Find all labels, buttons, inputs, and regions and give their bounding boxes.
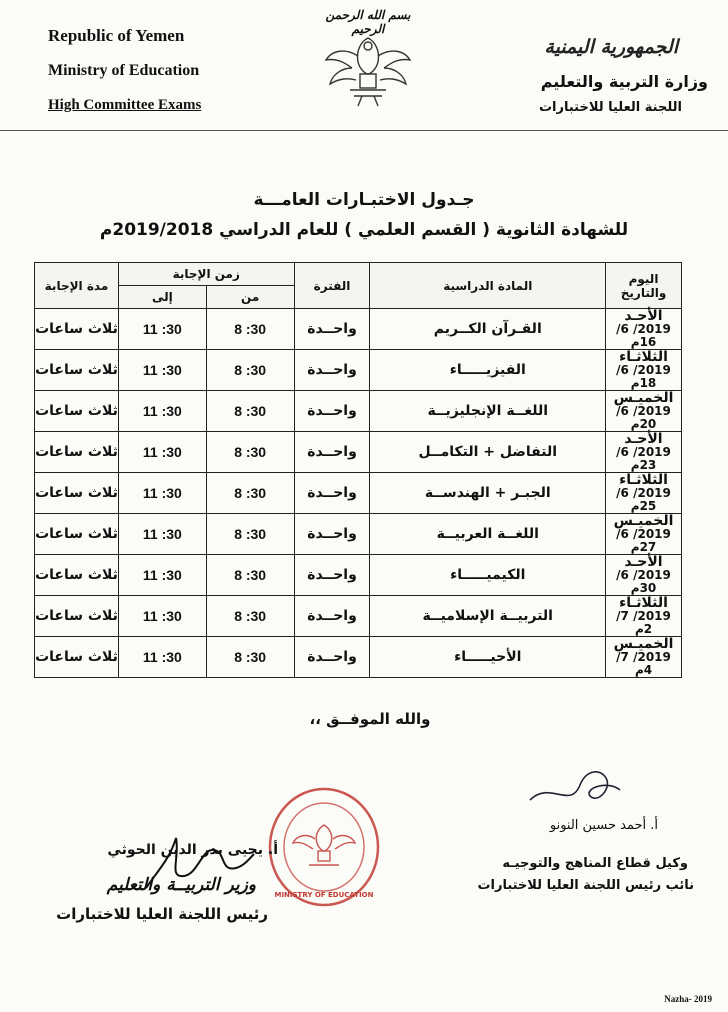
cell-duration: ثلاث ساعات [35,514,119,555]
cell-subject: القـرآن الكــريم [370,309,606,350]
cell-duration: ثلاث ساعات [35,637,119,678]
yemen-emblem-icon [322,26,414,110]
cell-time-from: 8 :30 [206,514,294,555]
signature-left-title1: وزير التربيــة والتعليم [106,875,256,895]
table-row [35,432,682,473]
cell-date: 2019/ 6/ 18م [616,362,671,390]
table-row [35,596,682,637]
cell-subject: الفيزيـــــاء [370,350,606,391]
cell-date: 2019/ 7/ 2م [616,608,671,636]
cell-subject: الجبـر + الهندســة [370,473,606,514]
header-period: الفترة [294,263,370,309]
header-to: إلى [118,286,206,309]
cell-date: 2019/ 6/ 27م [616,526,671,554]
schedule-title: جـدول الاختبـارات العامـــة [253,190,475,210]
table-row [35,555,682,596]
header-ar-committee: اللجنة العليا للاختبارات [538,100,682,115]
header-divider [0,130,728,131]
cell-time-from: 8 :30 [206,596,294,637]
cell-period: واحــدة [294,555,370,596]
cell-date: 2019/ 6/ 30م [616,567,671,595]
cell-date: 2019/ 6/ 16م [616,321,671,349]
cell-time-from: 8 :30 [206,555,294,596]
table-row [35,391,682,432]
cell-day-date [606,596,682,637]
cell-day: الأحـد [624,307,663,324]
cell-time-from: 8 :30 [206,309,294,350]
cell-time-to: 11 :30 [118,596,206,637]
header-ar-ministry: وزارة التربية والتعليم [540,72,708,91]
cell-duration: ثلاث ساعات [35,555,119,596]
cell-day: الأحـد [624,553,663,570]
cell-day: الخميـس [613,389,674,406]
cell-time-from: 8 :30 [206,637,294,678]
cell-duration: ثلاث ساعات [35,391,119,432]
cell-period: واحــدة [294,637,370,678]
cell-subject: الأحيـــــاء [370,637,606,678]
cell-subject: الكيميـــــاء [370,555,606,596]
cell-time-to: 11 :30 [118,555,206,596]
signature-right-title2: نائب رئيس اللجنة العليا للاختبارات [477,878,694,893]
signature-left-title2: رئيس اللجنة العليا للاختبارات [56,905,268,923]
cell-day-date [606,309,682,350]
ministry-stamp-icon [265,785,383,910]
table-row [35,637,682,678]
cell-duration: ثلاث ساعات [35,350,119,391]
table-row [35,309,682,350]
stamp-text: MINISTRY OF EDUCATION [274,891,374,899]
cell-day-date [606,473,682,514]
signature-right-name: أ. أحمد حسين النونو [549,818,658,833]
header-en-committee: High Committee Exams [48,97,202,113]
cell-period: واحــدة [294,432,370,473]
cell-day-date [606,391,682,432]
cell-day: الثلاثـاء [619,348,668,365]
cell-time-from: 8 :30 [206,473,294,514]
cell-day: الأحـد [624,430,663,447]
header-ar-republic: الجمهورية اليمنية [544,36,678,58]
header-from: من [206,286,294,309]
footer-mark: Nazha- 2019 [664,994,712,1004]
cell-period: واحــدة [294,514,370,555]
cell-subject: التربيــة الإسلاميــة [370,596,606,637]
cell-time-to: 11 :30 [118,309,206,350]
cell-time-from: 8 :30 [206,391,294,432]
header-subject: المادة الدراسية [370,263,606,309]
cell-date: 2019/ 6/ 23م [616,444,671,472]
signature-right-icon [520,760,630,820]
cell-date: 2019/ 6/ 20م [616,403,671,431]
header-en-ministry: Ministry of Education [48,62,200,79]
exam-schedule-table [34,262,682,678]
cell-day: الثلاثـاء [619,594,668,611]
cell-time-from: 8 :30 [206,432,294,473]
cell-duration: ثلاث ساعات [35,473,119,514]
cell-period: واحــدة [294,350,370,391]
cell-duration: ثلاث ساعات [35,596,119,637]
cell-time-to: 11 :30 [118,514,206,555]
cell-time-from: 8 :30 [206,350,294,391]
table-row [35,350,682,391]
basmala: بسم الله الرحمن الرحيم [325,8,411,36]
cell-date: 2019/ 6/ 25م [616,485,671,513]
cell-subject: اللغــة العربيــة [370,514,606,555]
table-row [35,514,682,555]
cell-time-to: 11 :30 [118,350,206,391]
cell-period: واحــدة [294,309,370,350]
cell-day-date [606,637,682,678]
cell-period: واحــدة [294,596,370,637]
cell-day: الخميـس [613,635,674,652]
signature-right-title1: وكيل قطاع المناهج والتوجيـه [502,856,688,871]
signature-left-name: أ. يحيى بدر الدين الحوثي [107,842,278,858]
header-day-date: اليوم والتاريخ [606,263,682,309]
closing-text: والله الموفــق ،، [309,710,431,728]
cell-day-date [606,514,682,555]
cell-duration: ثلاث ساعات [35,432,119,473]
cell-day: الثلاثـاء [619,471,668,488]
cell-duration: ثلاث ساعات [35,309,119,350]
cell-period: واحــدة [294,473,370,514]
header-duration: مدة الإجابة [35,263,119,309]
header-en-republic: Republic of Yemen [48,26,185,45]
cell-time-to: 11 :30 [118,391,206,432]
cell-date: 2019/ 7/ 4م [616,649,671,677]
cell-subject: التفاضل + التكامــل [370,432,606,473]
cell-period: واحــدة [294,391,370,432]
cell-day-date [606,350,682,391]
cell-day-date [606,555,682,596]
header-answer-time: زمن الإجابة [118,263,294,286]
cell-time-to: 11 :30 [118,473,206,514]
cell-day-date [606,432,682,473]
cell-time-to: 11 :30 [118,432,206,473]
cell-subject: اللغــة الإنجليزيــة [370,391,606,432]
cell-time-to: 11 :30 [118,637,206,678]
schedule-subtitle: للشهادة الثانوية ( القسم العلمي ) للعام الدراسي 2019/2018م [99,220,629,240]
cell-day: الخميـس [613,512,674,529]
table-row [35,473,682,514]
